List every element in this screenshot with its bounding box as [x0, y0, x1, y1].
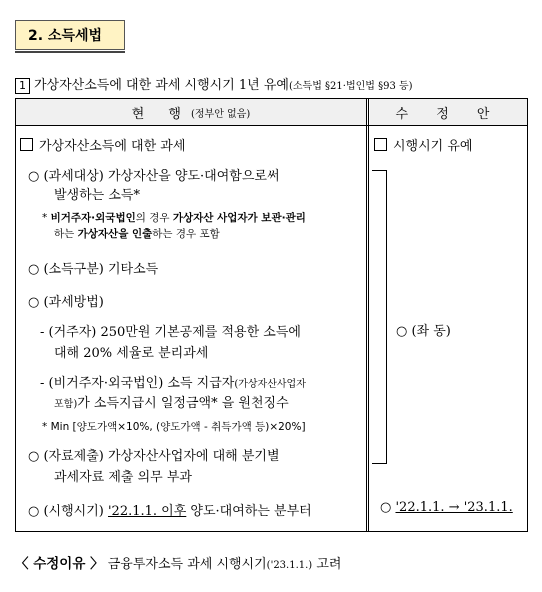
right-effective-u: '22.1.1. → '23.1.1.	[395, 500, 513, 515]
right-same: ○ (좌 동)	[396, 324, 451, 339]
nonresident-line1	[40, 372, 306, 391]
left-heading	[20, 135, 185, 154]
submission-line1: ○ (자료제출) 가상자산사업자에 대해 분기별	[28, 449, 280, 464]
nonresident-line2	[54, 392, 289, 411]
resident-line1: - (거주자) 250만원 기본공제를 적용한 소득에	[40, 325, 301, 340]
bracket-connector	[372, 170, 387, 464]
note1-line2	[54, 226, 220, 241]
submission-line2: 과세자료 제출 의무 부과	[54, 470, 192, 485]
column-divider	[366, 99, 369, 531]
effective-a: ○ (시행시기)	[28, 504, 108, 519]
item-ref: (소득법 §21·법인법 §93 등)	[288, 81, 413, 92]
right-effective	[380, 500, 513, 515]
right-heading	[374, 135, 472, 154]
effective-b: '22.1.1. 이후	[107, 504, 187, 519]
right-heading-text: 시행시기 유예	[393, 139, 473, 154]
note1-a: *	[42, 212, 51, 224]
nonresident-e: * 을 원천징수	[211, 396, 289, 411]
nonresident-d: 가 소득지급시 일정금액	[77, 396, 212, 411]
reason-text: 금융투자소득 과세 시행시기	[103, 557, 267, 572]
header-current-sub: (정부안 없음)	[190, 108, 251, 120]
effective-c: 양도·대여하는 분부터	[186, 504, 312, 519]
note1-f: 가상자산을 인출	[77, 228, 153, 240]
note1-d: 가상자산 사업자가 보관·관리	[172, 212, 306, 224]
header-revised-label: 수 정 안	[395, 106, 502, 122]
reason-label: 〈 수정이유 〉	[15, 556, 104, 572]
header-current-label: 현 행	[131, 106, 191, 122]
header-revised	[370, 99, 527, 125]
note1-c: 의 경우	[135, 212, 173, 224]
header-current	[16, 99, 366, 125]
reason-text-end: 고려	[312, 557, 342, 572]
right-effective-a: ○	[380, 500, 396, 515]
header-divider	[16, 125, 527, 126]
effective-current	[28, 500, 312, 519]
checkbox-icon	[20, 138, 33, 151]
left-heading-text: 가상자산소득에 대한 과세	[39, 139, 186, 154]
checkbox-icon	[374, 138, 387, 151]
note2: * Min [양도가액×10%, (양도가액 - 취득가액 등)×20%]	[42, 421, 306, 433]
item-number: 1	[15, 78, 30, 94]
item-title	[15, 74, 413, 94]
note1-g: 하는 경우 포함	[152, 228, 220, 240]
comparison-table	[15, 98, 528, 532]
nonresident-b: (가상자산사업자	[234, 379, 306, 390]
note1-line1	[42, 210, 306, 225]
reason-text-small: ('23.1.1.)	[266, 560, 313, 571]
section-title: 2. 소득세법	[28, 28, 103, 44]
taxable-line2: 발생하는 소득*	[54, 188, 140, 203]
resident-line2: 대해 20% 세율로 분리과세	[54, 346, 209, 361]
method: ○ (과세방법)	[28, 295, 104, 310]
nonresident-c: 포함)	[54, 399, 78, 410]
note1-e: 하는	[54, 228, 78, 240]
note1-b: 비거주자·외국법인	[50, 212, 136, 224]
section-heading	[15, 20, 125, 50]
revision-reason	[15, 552, 341, 572]
income-type: ○ (소득구분) 기타소득	[28, 262, 159, 277]
nonresident-a: - (비거주자·외국법인) 소득 지급자	[40, 376, 235, 391]
item-title-text: 가상자산소득에 대한 과세 시행시기 1년 유예	[34, 78, 289, 93]
taxable-line1: ○ (과세대상) 가상자산을 양도·대여함으로써	[28, 169, 280, 184]
